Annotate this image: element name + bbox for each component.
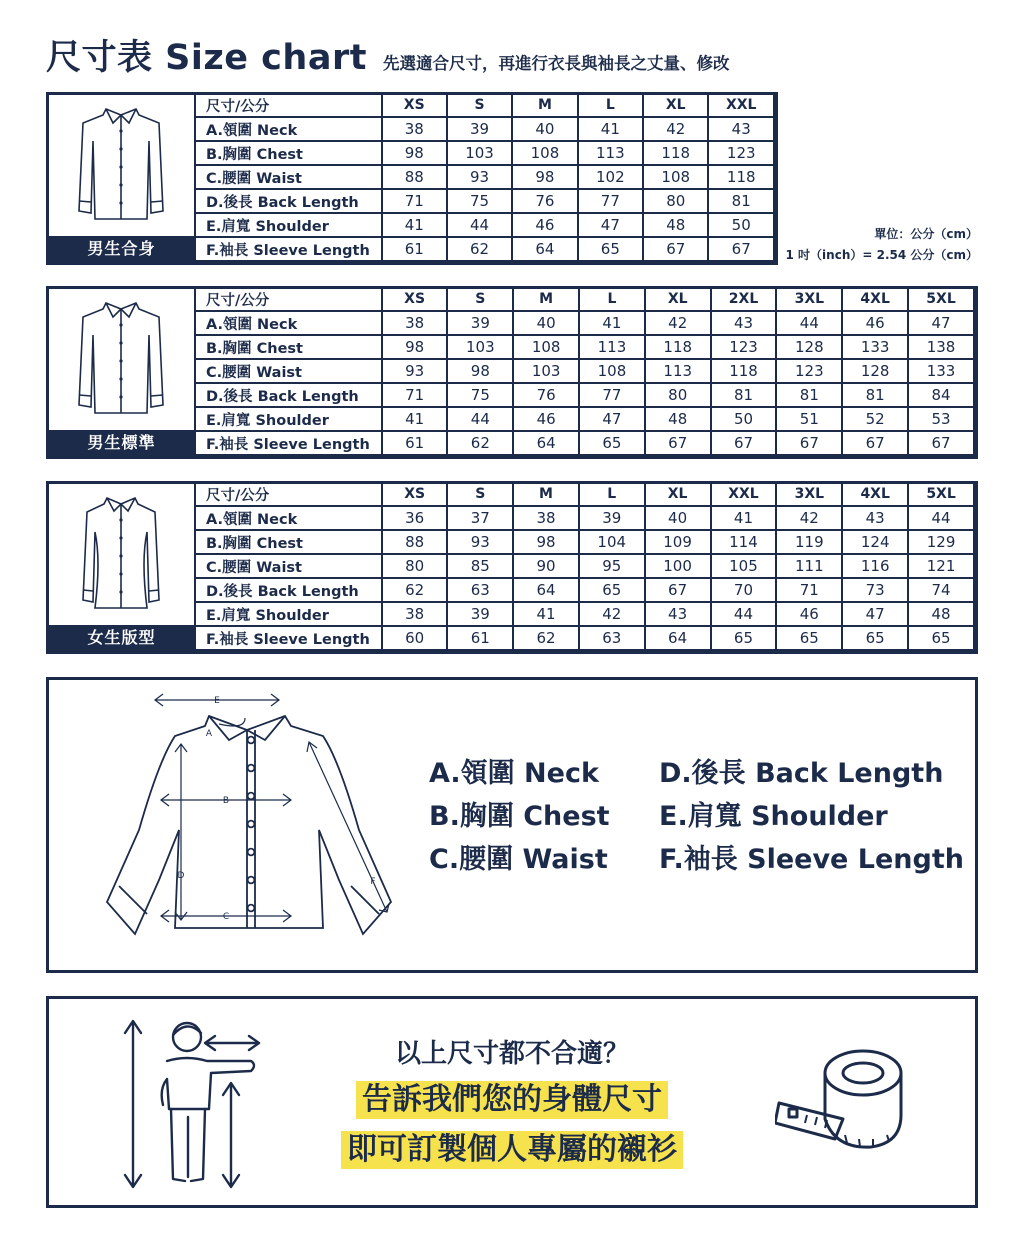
value-cell: 38 [513, 506, 579, 530]
value-cell: 47 [908, 311, 974, 335]
value-cell: 124 [842, 530, 908, 554]
value-cell: 65 [579, 578, 645, 602]
table-row [195, 530, 974, 554]
value-cell: 98 [513, 530, 579, 554]
header-label-cell: 尺寸/公分 [195, 287, 382, 311]
value-cell: 39 [579, 506, 645, 530]
mark-b: B [222, 796, 230, 806]
value-cell: 61 [447, 626, 513, 650]
custom-question: 以上尺寸都不合適？ [394, 1039, 629, 1069]
value-cell: 123 [711, 335, 777, 359]
value-cell: 71 [382, 189, 447, 213]
size-header-cell: XXL [708, 93, 774, 117]
legend-item: A.領圍 Neck [429, 758, 599, 789]
value-cell: 95 [579, 554, 645, 578]
value-cell: 48 [643, 213, 708, 237]
size-table [194, 92, 775, 262]
value-cell: 105 [711, 554, 777, 578]
size-header-cell: 5XL [908, 287, 974, 311]
table-category-label: 男生合身 [49, 236, 194, 262]
legend-item: C.腰圍 Waist [429, 844, 608, 875]
value-cell: 100 [645, 554, 711, 578]
measurement-diagram [46, 677, 978, 973]
measurement-label-cell: D.後長 Back Length [195, 189, 382, 213]
value-cell: 51 [776, 407, 842, 431]
value-cell: 40 [512, 117, 577, 141]
value-cell: 61 [382, 431, 448, 455]
table-header-row [195, 482, 974, 506]
size-header-cell: 4XL [842, 482, 908, 506]
size-header-cell: 5XL [908, 482, 974, 506]
value-cell: 41 [578, 117, 643, 141]
mark-c: C [222, 912, 230, 922]
value-cell: 102 [578, 165, 643, 189]
value-cell: 40 [513, 311, 579, 335]
value-cell: 88 [382, 530, 448, 554]
table-row [195, 141, 774, 165]
unit-note-inch: 1 吋（inch）= 2.54 公分（cm） [785, 248, 978, 262]
custom-line-2: 即可訂製個人專屬的襯衫 [341, 1131, 683, 1169]
value-cell: 108 [643, 165, 708, 189]
value-cell: 47 [578, 213, 643, 237]
value-cell: 61 [382, 237, 447, 261]
size-header-cell: 3XL [776, 287, 842, 311]
value-cell: 138 [908, 335, 974, 359]
value-cell: 80 [643, 189, 708, 213]
table-row [195, 578, 974, 602]
mark-d: D [177, 871, 185, 881]
unit-note [786, 224, 978, 266]
legend-item: B.胸圍 Chest [429, 801, 610, 832]
value-cell: 74 [908, 578, 974, 602]
value-cell: 77 [579, 383, 645, 407]
value-cell: 38 [382, 117, 447, 141]
value-cell: 73 [842, 578, 908, 602]
value-cell: 76 [513, 383, 579, 407]
value-cell: 41 [579, 311, 645, 335]
measurement-label-cell: E.肩寬 Shoulder [195, 407, 382, 431]
value-cell: 109 [645, 530, 711, 554]
value-cell: 46 [776, 602, 842, 626]
value-cell: 44 [776, 311, 842, 335]
value-cell: 98 [382, 141, 447, 165]
table-header-row [195, 93, 774, 117]
shirt-diagram-icon [69, 680, 429, 970]
value-cell: 38 [382, 311, 448, 335]
value-cell: 53 [908, 407, 974, 431]
value-cell: 44 [908, 506, 974, 530]
unit-note-cm: 單位：公分（cm） [874, 227, 978, 241]
size-header-cell: XL [645, 482, 711, 506]
value-cell: 42 [776, 506, 842, 530]
measurement-label-cell: B.胸圍 Chest [195, 530, 382, 554]
size-header-cell: XXL [711, 482, 777, 506]
value-cell: 40 [645, 506, 711, 530]
value-cell: 65 [908, 626, 974, 650]
size-header-cell: L [579, 482, 645, 506]
value-cell: 39 [447, 602, 513, 626]
value-cell: 90 [513, 554, 579, 578]
value-cell: 81 [711, 383, 777, 407]
value-cell: 47 [579, 407, 645, 431]
size-header-cell: XL [645, 287, 711, 311]
value-cell: 104 [579, 530, 645, 554]
size-table-block-men-fit [46, 92, 778, 265]
measurement-label-cell: A.領圍 Neck [195, 311, 382, 335]
value-cell: 44 [447, 407, 513, 431]
value-cell: 44 [447, 213, 512, 237]
size-header-cell: M [513, 287, 579, 311]
value-cell: 41 [513, 602, 579, 626]
value-cell: 113 [578, 141, 643, 165]
value-cell: 114 [711, 530, 777, 554]
value-cell: 48 [908, 602, 974, 626]
value-cell: 113 [579, 335, 645, 359]
value-cell: 84 [908, 383, 974, 407]
value-cell: 50 [711, 407, 777, 431]
size-header-cell: 3XL [776, 482, 842, 506]
table-header-row [195, 287, 974, 311]
mark-a: A [205, 729, 213, 739]
value-cell: 75 [447, 189, 512, 213]
size-table-block-women [46, 481, 978, 654]
value-cell: 41 [711, 506, 777, 530]
value-cell: 43 [842, 506, 908, 530]
title-row [46, 30, 729, 80]
table-row [195, 554, 974, 578]
value-cell: 62 [382, 578, 448, 602]
header-label-cell: 尺寸/公分 [195, 482, 382, 506]
size-header-cell: XS [382, 482, 448, 506]
table-row [195, 431, 974, 455]
table-row [195, 407, 974, 431]
value-cell: 80 [645, 383, 711, 407]
size-table-block-men-standard [46, 286, 978, 459]
table-row [195, 311, 974, 335]
value-cell: 75 [447, 383, 513, 407]
value-cell: 67 [711, 431, 777, 455]
value-cell: 64 [513, 431, 579, 455]
value-cell: 46 [513, 407, 579, 431]
table-category-label: 女生版型 [49, 625, 194, 651]
value-cell: 62 [447, 237, 512, 261]
value-cell: 64 [513, 578, 579, 602]
legend-item: F.袖長 Sleeve Length [659, 844, 964, 875]
value-cell: 67 [842, 431, 908, 455]
value-cell: 65 [842, 626, 908, 650]
size-header-cell: XL [643, 93, 708, 117]
size-header-cell: 4XL [842, 287, 908, 311]
measurement-label-cell: C.腰圍 Waist [195, 359, 382, 383]
value-cell: 65 [711, 626, 777, 650]
table-row [195, 165, 774, 189]
measurement-label-cell: C.腰圍 Waist [195, 165, 382, 189]
mark-e: E [214, 696, 220, 706]
measurement-label-cell: D.後長 Back Length [195, 383, 382, 407]
value-cell: 71 [382, 383, 448, 407]
women-shirt-icon [71, 490, 171, 615]
value-cell: 39 [447, 117, 512, 141]
value-cell: 123 [708, 141, 774, 165]
value-cell: 118 [711, 359, 777, 383]
value-cell: 48 [645, 407, 711, 431]
value-cell: 67 [908, 431, 974, 455]
value-cell: 81 [776, 383, 842, 407]
value-cell: 88 [382, 165, 447, 189]
size-header-cell: M [512, 93, 577, 117]
table-row [195, 117, 774, 141]
size-table [194, 481, 975, 651]
value-cell: 39 [447, 311, 513, 335]
value-cell: 44 [711, 602, 777, 626]
value-cell: 43 [711, 311, 777, 335]
value-cell: 103 [447, 335, 513, 359]
value-cell: 81 [842, 383, 908, 407]
value-cell: 108 [513, 335, 579, 359]
value-cell: 121 [908, 554, 974, 578]
value-cell: 67 [645, 578, 711, 602]
table-row [195, 359, 974, 383]
value-cell: 62 [447, 431, 513, 455]
value-cell: 108 [512, 141, 577, 165]
value-cell: 42 [579, 602, 645, 626]
measurement-label-cell: F.袖長 Sleeve Length [195, 431, 382, 455]
value-cell: 46 [512, 213, 577, 237]
table-row [195, 383, 974, 407]
value-cell: 133 [908, 359, 974, 383]
value-cell: 43 [645, 602, 711, 626]
value-cell: 133 [842, 335, 908, 359]
value-cell: 71 [776, 578, 842, 602]
measurement-label-cell: B.胸圍 Chest [195, 335, 382, 359]
value-cell: 70 [711, 578, 777, 602]
mark-f: F [370, 877, 376, 887]
value-cell: 98 [447, 359, 513, 383]
value-cell: 108 [579, 359, 645, 383]
size-header-cell: S [447, 93, 512, 117]
value-cell: 41 [382, 213, 447, 237]
size-header-cell: M [513, 482, 579, 506]
table-row [195, 213, 774, 237]
size-header-cell: XS [382, 287, 448, 311]
value-cell: 93 [447, 530, 513, 554]
value-cell: 116 [842, 554, 908, 578]
value-cell: 67 [776, 431, 842, 455]
value-cell: 118 [708, 165, 774, 189]
measurement-label-cell: F.袖長 Sleeve Length [195, 237, 382, 261]
value-cell: 37 [447, 506, 513, 530]
value-cell: 38 [382, 602, 448, 626]
legend-item: E.肩寬 Shoulder [659, 801, 888, 832]
men-shirt-icon [71, 295, 171, 420]
table-category-label: 男生標準 [49, 430, 194, 456]
value-cell: 118 [645, 335, 711, 359]
page-subtitle: 先選適合尺寸，再進行衣長與袖長之丈量、修改 [382, 54, 730, 73]
measurement-label-cell: B.胸圍 Chest [195, 141, 382, 165]
value-cell: 60 [382, 626, 448, 650]
value-cell: 77 [578, 189, 643, 213]
custom-order-banner [46, 996, 978, 1208]
size-header-cell: S [447, 482, 513, 506]
value-cell: 46 [842, 311, 908, 335]
value-cell: 98 [512, 165, 577, 189]
value-cell: 43 [708, 117, 774, 141]
value-cell: 103 [513, 359, 579, 383]
table-row [195, 335, 974, 359]
measurement-label-cell: A.領圍 Neck [195, 506, 382, 530]
size-header-cell: 2XL [711, 287, 777, 311]
value-cell: 67 [645, 431, 711, 455]
value-cell: 98 [382, 335, 448, 359]
table-row [195, 602, 974, 626]
table-row [195, 626, 974, 650]
tape-measure-icon [775, 1039, 915, 1169]
measurement-label-cell: E.肩寬 Shoulder [195, 213, 382, 237]
size-header-cell: L [578, 93, 643, 117]
value-cell: 63 [579, 626, 645, 650]
size-table [194, 286, 975, 456]
value-cell: 93 [382, 359, 448, 383]
value-cell: 62 [513, 626, 579, 650]
table-row [195, 189, 774, 213]
size-header-cell: XS [382, 93, 447, 117]
value-cell: 119 [776, 530, 842, 554]
value-cell: 111 [776, 554, 842, 578]
size-header-cell: S [447, 287, 513, 311]
measurement-label-cell: D.後長 Back Length [195, 578, 382, 602]
value-cell: 47 [842, 602, 908, 626]
value-cell: 103 [447, 141, 512, 165]
value-cell: 129 [908, 530, 974, 554]
value-cell: 41 [382, 407, 448, 431]
value-cell: 85 [447, 554, 513, 578]
value-cell: 81 [708, 189, 774, 213]
value-cell: 128 [776, 335, 842, 359]
men-shirt-icon [71, 101, 171, 226]
value-cell: 42 [645, 311, 711, 335]
value-cell: 65 [776, 626, 842, 650]
measurement-label-cell: A.領圍 Neck [195, 117, 382, 141]
value-cell: 36 [382, 506, 448, 530]
page-title: 尺寸表 Size chart [46, 38, 367, 78]
header-label-cell: 尺寸/公分 [195, 93, 382, 117]
custom-line-1: 告訴我們您的身體尺寸 [356, 1081, 668, 1119]
value-cell: 76 [512, 189, 577, 213]
value-cell: 118 [643, 141, 708, 165]
value-cell: 113 [645, 359, 711, 383]
table-row [195, 237, 774, 261]
measurement-legend [429, 758, 964, 875]
value-cell: 63 [447, 578, 513, 602]
measurement-label-cell: F.袖長 Sleeve Length [195, 626, 382, 650]
value-cell: 64 [512, 237, 577, 261]
size-header-cell: L [579, 287, 645, 311]
measurement-label-cell: E.肩寬 Shoulder [195, 602, 382, 626]
value-cell: 67 [643, 237, 708, 261]
value-cell: 52 [842, 407, 908, 431]
value-cell: 65 [579, 431, 645, 455]
value-cell: 50 [708, 213, 774, 237]
table-row [195, 506, 974, 530]
value-cell: 123 [776, 359, 842, 383]
legend-item: D.後長 Back Length [659, 758, 944, 789]
value-cell: 42 [643, 117, 708, 141]
measurement-label-cell: C.腰圍 Waist [195, 554, 382, 578]
value-cell: 128 [842, 359, 908, 383]
value-cell: 67 [708, 237, 774, 261]
value-cell: 65 [578, 237, 643, 261]
value-cell: 93 [447, 165, 512, 189]
value-cell: 64 [645, 626, 711, 650]
value-cell: 80 [382, 554, 448, 578]
